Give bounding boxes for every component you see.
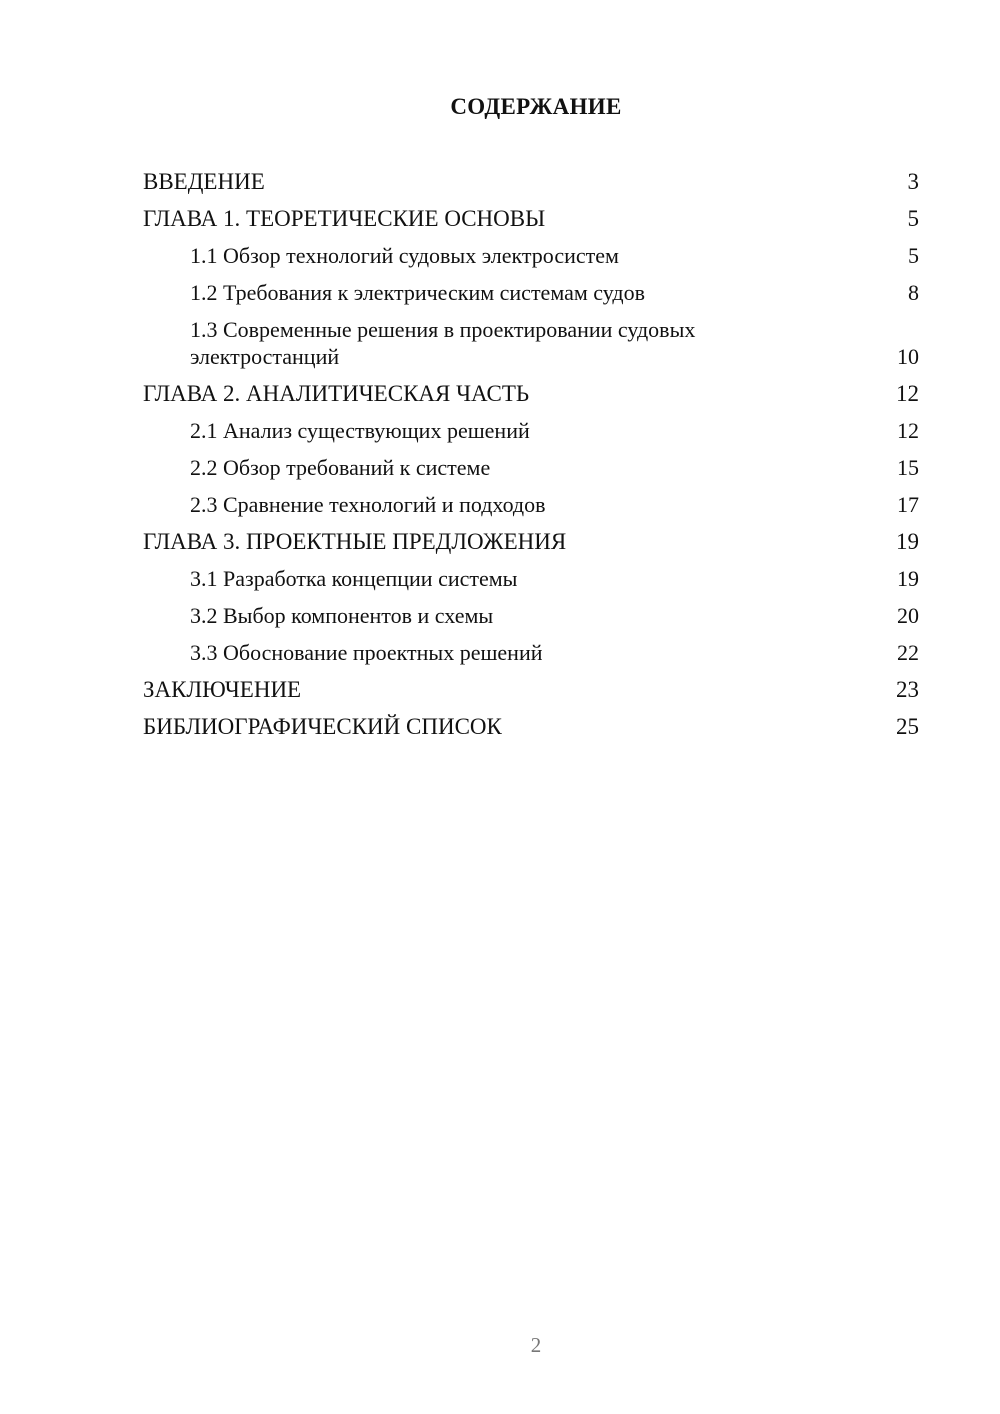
toc-entry-page: 23 [896,677,919,702]
toc-entry-section-1-3[interactable] [143,316,919,380]
page-number: 2 [530,1333,542,1357]
toc-entry-text: 1.1 Обзор технологий судовых электросистем [190,243,619,268]
toc-entry-text: ВВЕДЕНИЕ [143,169,265,194]
toc-entry-page: 19 [896,529,919,554]
toc-title: СОДЕРЖАНИЕ [450,94,622,119]
toc-entry-text: 3.1 Разработка концепции системы [190,566,518,591]
toc-entry-text: 2.2 Обзор требований к системе [190,455,491,480]
toc-entry-text: 1.2 Требования к электрическим системам судов [190,280,645,305]
toc-entry-text: ГЛАВА 1. ТЕОРЕТИЧЕСКИЕ ОСНОВЫ [143,206,546,231]
toc-entry-text: 3.3 Обоснование проектных решений [190,640,543,665]
toc-entry-section-3-3[interactable] [143,639,919,676]
toc-entry-page: 12 [897,418,919,443]
toc-entry-section-2-3[interactable] [143,491,919,528]
toc-entry-page: 25 [896,714,919,739]
toc-entry-section-3-2[interactable] [143,602,919,639]
toc-entry-text: ГЛАВА 3. ПРОЕКТНЫЕ ПРЕДЛОЖЕНИЯ [143,529,567,554]
toc-entry-text: 3.2 Выбор компонентов и схемы [190,603,494,628]
toc-entry-page: 20 [897,603,919,628]
toc-entry-page: 8 [908,280,919,305]
toc-entry-chapter-2[interactable] [143,380,919,417]
toc-entry-section-1-2[interactable] [143,279,919,316]
toc-entry-conclusion[interactable] [143,676,919,713]
toc-entry-page: 5 [907,206,919,231]
toc-entry-section-1-1[interactable] [143,242,919,279]
toc-entry-page: 3 [907,169,919,194]
toc-entry-page: 5 [908,243,919,268]
table-of-contents [143,168,919,750]
toc-entry-page: 22 [897,640,919,665]
toc-entry-page: 10 [897,344,919,369]
toc-entry-text: 2.1 Анализ существующих решений [190,418,530,443]
toc-entry-section-2-2[interactable] [143,454,919,491]
toc-entry-text: ЗАКЛЮЧЕНИЕ [143,677,302,702]
toc-entry-bibliography[interactable] [143,713,919,750]
toc-entry-introduction[interactable] [143,168,919,205]
toc-entry-page: 17 [897,492,919,517]
toc-entry-text: БИБЛИОГРАФИЧЕСКИЙ СПИСОК [143,714,502,739]
toc-entry-page: 15 [897,455,919,480]
toc-entry-chapter-3[interactable] [143,528,919,565]
toc-entry-section-3-1[interactable] [143,565,919,602]
toc-entry-page: 19 [897,566,919,591]
toc-entry-text: 1.3 Современные решения в проектировании судовых электростанций [190,317,696,369]
toc-entry-text: 2.3 Сравнение технологий и подходов [190,492,546,517]
toc-entry-chapter-1[interactable] [143,205,919,242]
toc-entry-section-2-1[interactable] [143,417,919,454]
toc-entry-text: ГЛАВА 2. АНАЛИТИЧЕСКАЯ ЧАСТЬ [143,381,530,406]
toc-entry-page: 12 [896,381,919,406]
